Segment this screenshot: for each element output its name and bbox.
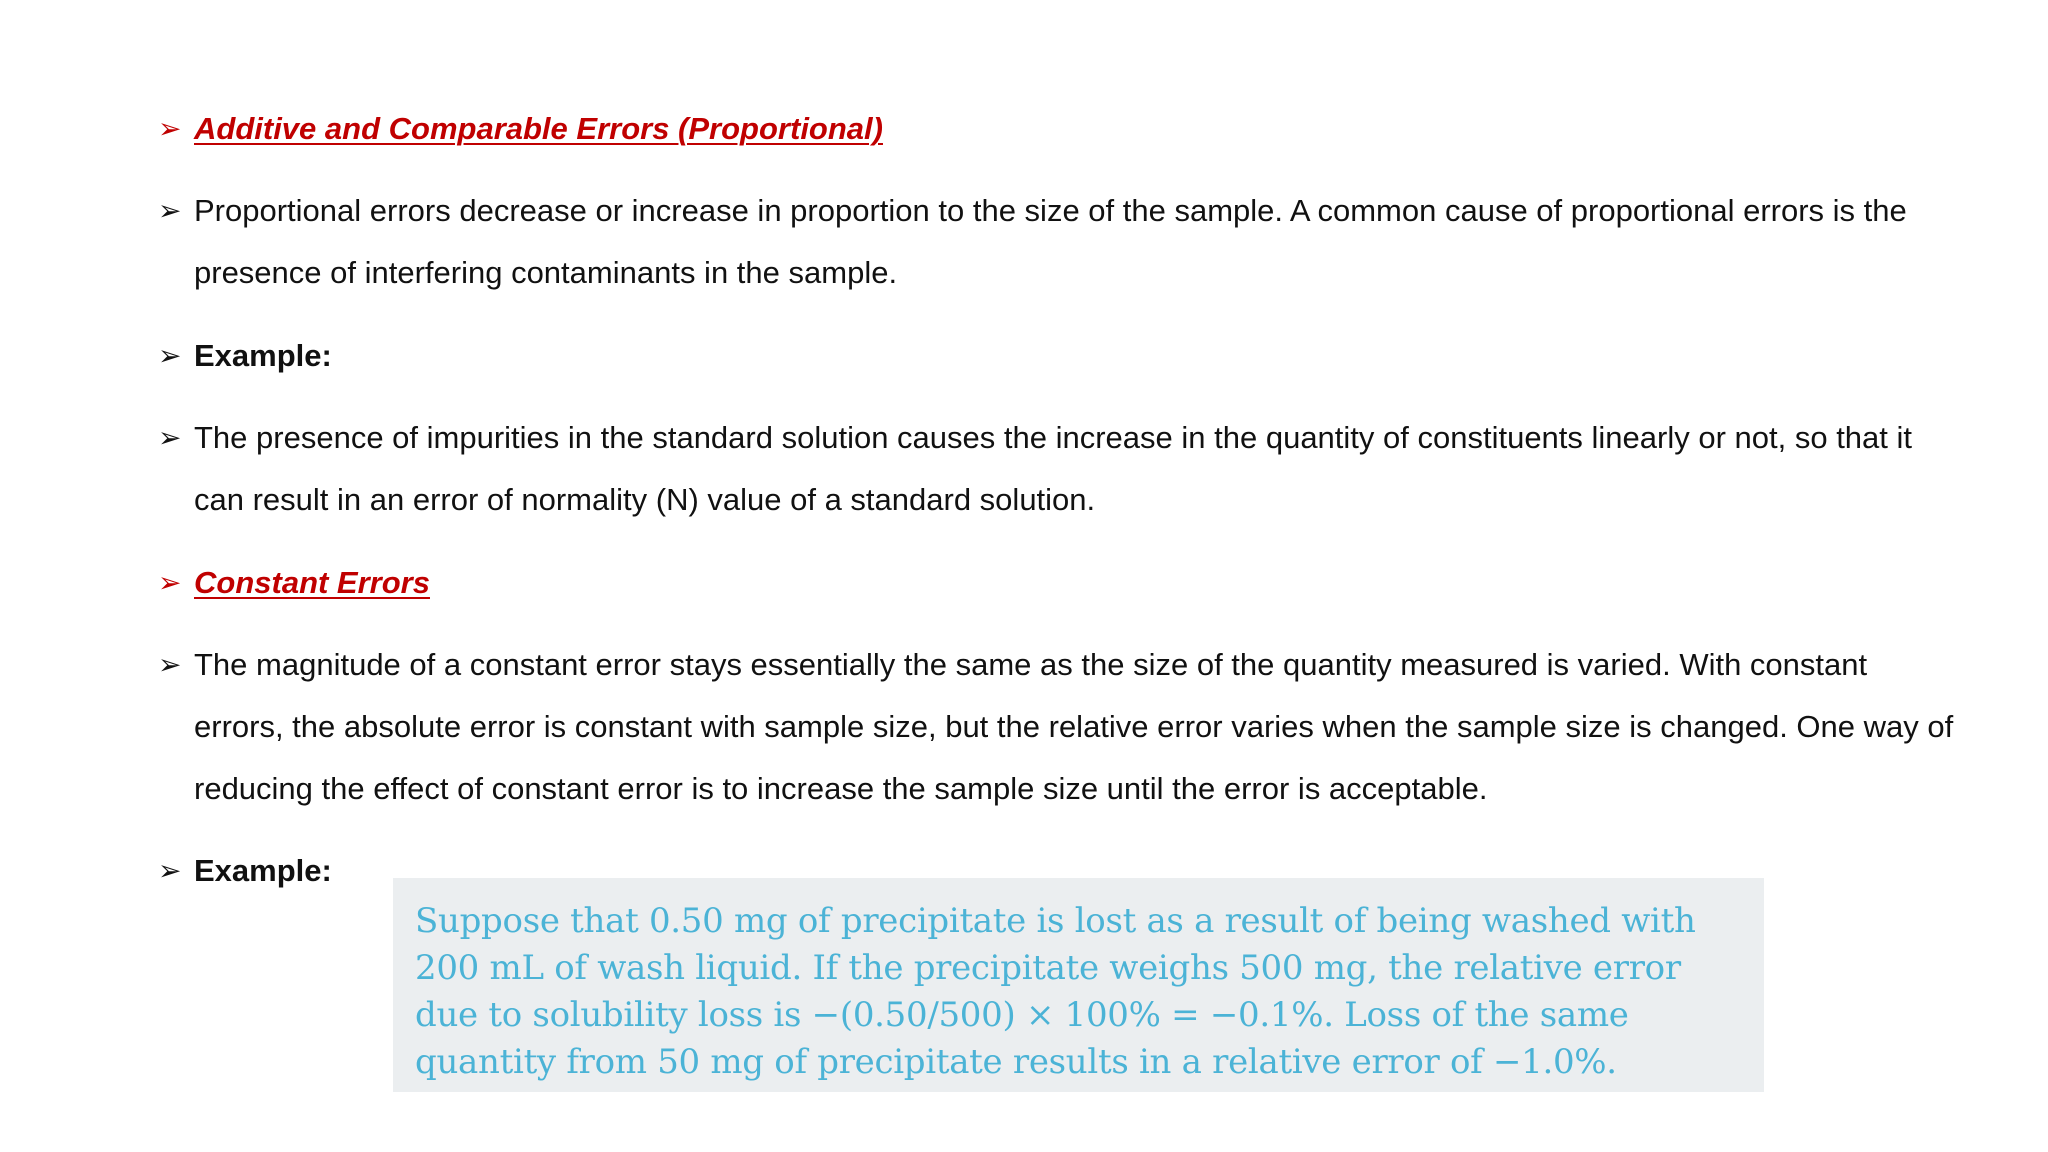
arrow-bullet-icon: ➢: [158, 113, 182, 144]
arrow-bullet-icon: ➢: [158, 340, 182, 371]
arrow-bullet-icon: ➢: [158, 567, 182, 598]
bullet-heading-proportional: [158, 98, 1958, 160]
arrow-bullet-icon: ➢: [158, 195, 182, 226]
bullet-proportional-example: [158, 407, 1958, 531]
example-box-text: Suppose that 0.50 mg of precipitate is lost as a result of being washed with 200 mL of wash liquid. If the precipitate weighs 500 mg, the relative error due to solubility loss is −(0.50/500) × 100% = −0.1%. Loss of the same quantity from 50 mg of precipitate results in a relative error of −1.0%.: [415, 901, 1696, 1082]
arrow-bullet-icon: ➢: [158, 649, 182, 680]
bullet-example-label-1: [158, 325, 1958, 387]
example-label: Example:: [194, 853, 332, 888]
bullet-proportional-description: [158, 180, 1958, 304]
example-label: Example:: [194, 338, 332, 373]
proportional-example-text: The presence of impurities in the standard solution causes the increase in the quantity of constituents linearly or not, so that it can result in an error of normality (N) value of a standard solution.: [194, 420, 1913, 517]
heading-proportional-errors: Additive and Comparable Errors (Proportional): [194, 111, 883, 146]
bullet-constant-description: [158, 634, 1958, 820]
heading-constant-errors: Constant Errors: [194, 565, 430, 600]
constant-description-text: The magnitude of a constant error stays essentially the same as the size of the quantity measured is varied. With constant errors, the absolute error is constant with sample size, but the relative error varies when the sample size is changed. One way of reducing the effect of constant error is to increase the sample size until the error is acceptable.: [194, 647, 1954, 806]
bullet-heading-constant: [158, 552, 1958, 614]
arrow-bullet-icon: ➢: [158, 855, 182, 886]
example-image-box: [393, 878, 1764, 1092]
arrow-bullet-icon: ➢: [158, 422, 182, 453]
proportional-description-text: Proportional errors decrease or increase in proportion to the size of the sample. A common cause of proportional errors is the presence of interfering contaminants in the sample.: [194, 193, 1907, 290]
